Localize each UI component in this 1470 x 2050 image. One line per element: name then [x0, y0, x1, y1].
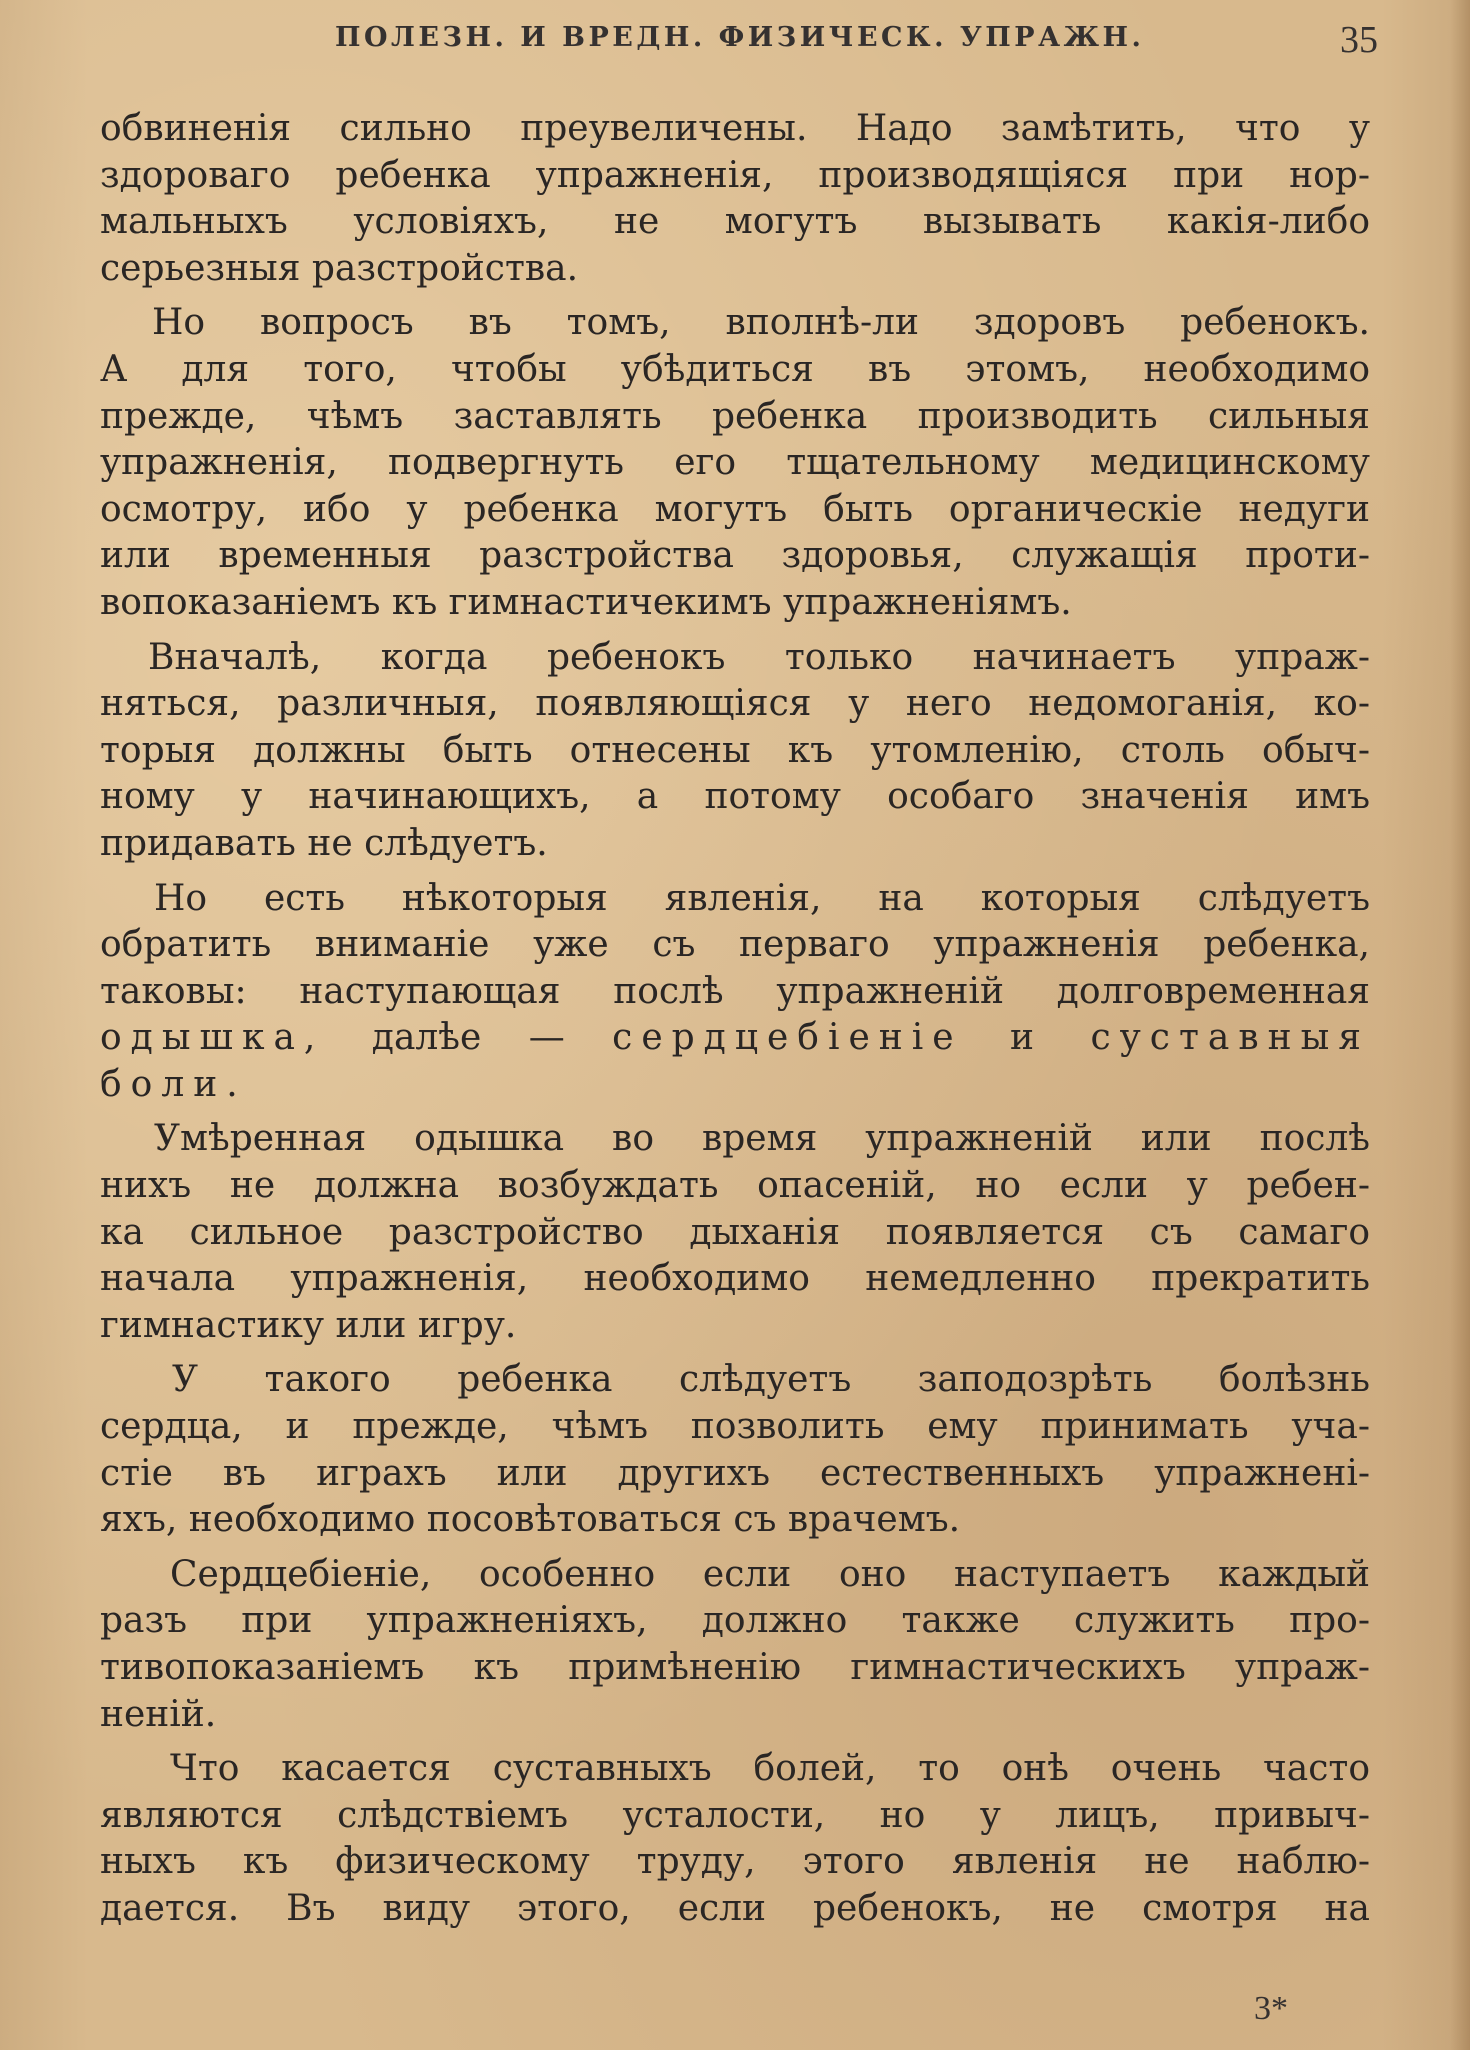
running-title: ПОЛЕЗН. И ВРЕДН. ФИЗИЧЕСК. УПРАЖН. — [335, 22, 1145, 53]
text-line: мальныхъ условіяхъ, не могутъ вызывать какія-либо — [100, 201, 1370, 243]
text-line: обвиненія сильно преувеличены. Надо замѣтить, что у — [100, 108, 1370, 149]
text-line: тивопоказаніемъ къ примѣненію гимнастическихъ упраж- — [100, 1647, 1370, 1688]
text-line: неній. — [100, 1693, 217, 1735]
text-line: стіе въ играхъ или другихъ естественныхъ упражненi- — [100, 1452, 1370, 1494]
text-line: здороваго ребенка упражненія, производящіяся при нор- — [100, 154, 1370, 196]
paragraph-7 — [100, 1552, 1370, 1738]
text-line: Сердцебіеніе, особенно если оно наступаетъ каждый — [170, 1553, 1370, 1595]
text-line: серьезныя разстройства. — [100, 247, 579, 289]
text-line: У такого ребенка слѣдуетъ заподозрѣть болѣзнь — [172, 1359, 1370, 1401]
text-line: Что касается суставныхъ болей, то онѣ очень часто — [170, 1748, 1370, 1790]
text-line: нихъ не должна возбуждать опасеній, но если у ребен- — [100, 1165, 1370, 1207]
spaced-word: одышка, — [100, 1017, 325, 1059]
text-line: сердца, и прежде, чѣмъ позволить ему принимать уча- — [100, 1406, 1370, 1448]
text-line: являются слѣдствіемъ усталости, но у лицъ, привыч- — [100, 1794, 1370, 1836]
text-line: вопоказаніемъ къ гимнастичекимъ упражненіямъ. — [100, 581, 1072, 623]
body-text — [100, 106, 1370, 1941]
text-line: Умѣренная одышка во время упражненій или послѣ — [154, 1118, 1370, 1160]
spaced-word: и — [1010, 1017, 1044, 1059]
text-line: таковы: наступающая послѣ упражненій долговременная — [100, 970, 1370, 1012]
text-line: ка сильное разстройство дыханія появляется съ самаго — [100, 1211, 1370, 1253]
paragraph-8 — [100, 1746, 1370, 1932]
spaced-word: суставныя — [1090, 1017, 1370, 1059]
text-line: упражненія, подвергнуть его тщательному медицинскому — [100, 442, 1370, 484]
text-line: осмотру, ибо у ребенка могутъ быть органическіе недуги — [100, 488, 1370, 530]
text-line: Но есть нѣкоторыя явленія, на которыя слѣдуетъ — [154, 877, 1370, 919]
spaced-word: сердцебіеніе — [612, 1017, 963, 1059]
spaced-text-line — [100, 1015, 1370, 1062]
text-line: дается. Въ виду этого, если ребенокъ, не смотря на — [100, 1887, 1370, 1929]
text-line: гимнастику или игру. — [100, 1304, 517, 1346]
text-word: далѣе — — [371, 1017, 565, 1059]
paragraph-4 — [100, 876, 1370, 1109]
text-line: разъ при упражненіяхъ, должно также служить про- — [100, 1600, 1370, 1642]
text-line: яхъ, необходимо посовѣтоваться съ врачемъ. — [100, 1499, 961, 1541]
text-line: Вначалѣ, когда ребенокъ только начинаетъ упраж- — [148, 636, 1370, 678]
paragraph-6 — [100, 1357, 1370, 1543]
text-line: Но вопросъ въ томъ, вполнѣ-ли здоровъ ребенокъ. — [152, 302, 1370, 344]
text-line: или временныя разстройства здоровья, служащія проти- — [100, 535, 1370, 577]
text-line: торыя должны быть отнесены къ утомленію, столь обыч- — [100, 729, 1370, 771]
text-line: обратить вниманіе уже съ перваго упражненія ребенка, — [100, 924, 1370, 966]
spaced-text-line: боли. — [100, 1063, 247, 1105]
text-line: ныхъ къ физическому труду, этого явленія не наблю- — [100, 1841, 1370, 1883]
paragraph-1 — [100, 106, 1370, 292]
text-line: ному у начинающихъ, а потому особаго значенія имъ — [100, 776, 1370, 818]
text-line: придавать не слѣдуетъ. — [100, 822, 548, 864]
page-number: 35 — [1340, 19, 1378, 61]
signature-mark: 3* — [1254, 1990, 1288, 2027]
page-edge-shadow — [1450, 0, 1470, 2050]
paragraph-3 — [100, 635, 1370, 868]
paragraph-2 — [100, 300, 1370, 626]
text-line: начала упражненія, необходимо немедленно прекратить — [100, 1258, 1370, 1300]
text-line: А для того, чтобы убѣдиться въ этомъ, необходимо — [100, 348, 1370, 390]
running-head — [100, 19, 1378, 72]
text-line: няться, различныя, появляющіяся у него недомоганія, ко- — [100, 683, 1370, 725]
text-line: прежде, чѣмъ заставлять ребенка производить сильныя — [100, 395, 1370, 437]
paragraph-5 — [100, 1116, 1370, 1349]
